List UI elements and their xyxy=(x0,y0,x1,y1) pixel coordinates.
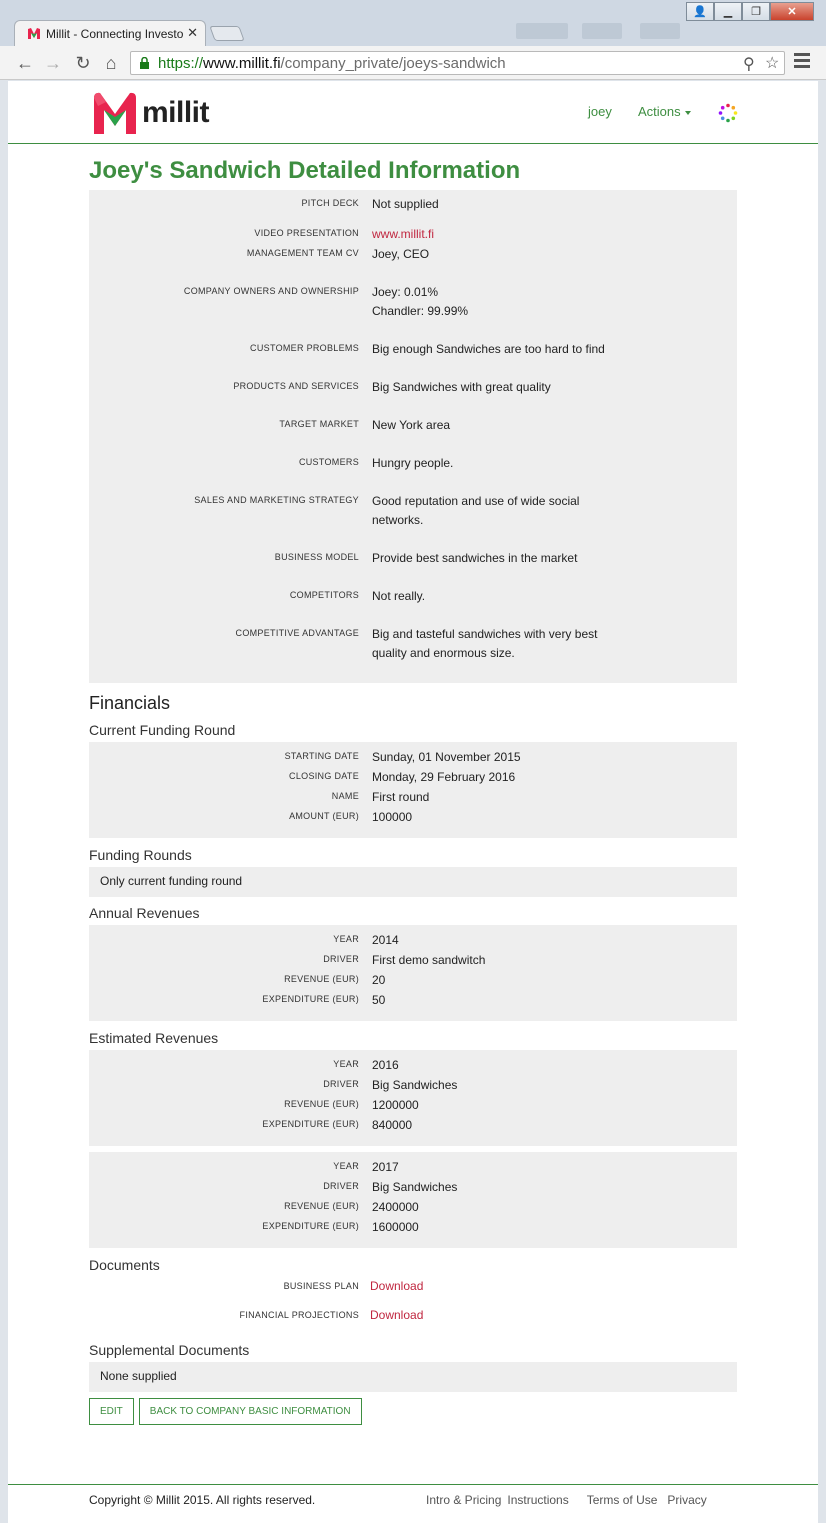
info-row xyxy=(89,454,737,473)
detail-label: REVENUE (EUR) xyxy=(284,974,359,984)
footer-link-terms[interactable]: Terms of Use xyxy=(586,1493,658,1507)
supplemental-documents-heading: Supplemental Documents xyxy=(89,1342,250,1358)
detail-row xyxy=(89,1076,737,1096)
browser-titlebar xyxy=(0,0,826,46)
reload-icon[interactable]: ↻ xyxy=(75,53,91,73)
info-label: COMPETITORS xyxy=(289,590,359,600)
forward-arrow-icon[interactable]: → xyxy=(44,53,62,73)
info-value xyxy=(372,378,622,397)
annual-revenues-panel xyxy=(89,925,737,1021)
info-label: BUSINESS MODEL xyxy=(274,552,359,562)
estimated-revenues-list xyxy=(89,1050,737,1248)
current-funding-round-heading: Current Funding Round xyxy=(89,722,236,738)
detail-value: 2017 xyxy=(372,1160,399,1174)
estimated-revenue-panel xyxy=(89,1152,737,1248)
detail-value: 50 xyxy=(372,993,386,1007)
detail-row xyxy=(89,951,737,971)
documents-list xyxy=(89,1277,737,1335)
site-header xyxy=(8,81,818,144)
detail-label: DRIVER xyxy=(323,1181,359,1191)
footer-link-instructions[interactable]: Instructions xyxy=(507,1493,569,1507)
detail-row xyxy=(89,931,737,951)
document-row xyxy=(89,1306,737,1335)
detail-label: NAME xyxy=(331,791,359,801)
main-content xyxy=(89,144,737,1425)
info-row xyxy=(89,245,737,264)
blurred-background xyxy=(582,23,622,39)
document-label: FINANCIAL PROJECTIONS xyxy=(239,1310,359,1320)
info-value xyxy=(372,340,622,359)
detail-label: EXPENDITURE (EUR) xyxy=(262,1119,359,1129)
detail-label: CLOSING DATE xyxy=(289,771,359,781)
info-row xyxy=(89,587,737,606)
browser-toolbar xyxy=(0,46,826,80)
site-footer xyxy=(8,1484,818,1523)
bookmark-star-icon[interactable]: ☆ xyxy=(765,55,780,72)
estimated-revenues-heading: Estimated Revenues xyxy=(89,1030,219,1046)
maximize-button[interactable]: ❐ xyxy=(742,2,770,21)
company-info-panel xyxy=(89,190,737,683)
detail-value: First demo sandwitch xyxy=(372,953,486,967)
detail-label: STARTING DATE xyxy=(284,751,359,761)
detail-label: EXPENDITURE (EUR) xyxy=(262,994,359,1004)
detail-value: First round xyxy=(372,790,430,804)
actions-label: Actions xyxy=(638,104,681,119)
info-label: SALES AND MARKETING STRATEGY xyxy=(194,495,359,505)
minimize-button[interactable]: ▁ xyxy=(714,2,742,21)
info-value-line: networks. xyxy=(372,513,424,527)
new-tab-button[interactable] xyxy=(209,26,244,41)
detail-row xyxy=(89,1096,737,1116)
action-buttons xyxy=(89,1398,737,1425)
detail-label: EXPENDITURE (EUR) xyxy=(262,1221,359,1231)
info-value xyxy=(372,549,622,568)
funding-rounds-heading: Funding Rounds xyxy=(89,847,192,863)
info-value xyxy=(372,195,622,214)
detail-label: REVENUE (EUR) xyxy=(284,1201,359,1211)
url-scheme: https:// xyxy=(158,55,204,72)
info-value-line: Chandler: 99.99% xyxy=(372,304,469,318)
detail-row xyxy=(89,788,737,808)
detail-label: YEAR xyxy=(333,1059,359,1069)
back-arrow-icon[interactable]: ← xyxy=(16,53,34,73)
info-label: VIDEO PRESENTATION xyxy=(254,228,359,238)
supplemental-documents-panel: None supplied xyxy=(89,1362,737,1392)
info-value xyxy=(372,492,622,530)
detail-row xyxy=(89,1056,737,1076)
detail-value: Monday, 29 February 2016 xyxy=(372,770,516,784)
detail-row xyxy=(89,748,737,768)
info-value-line: Not supplied xyxy=(372,197,439,211)
detail-value: 1600000 xyxy=(372,1220,419,1234)
info-value-line: Big Sandwiches with great quality xyxy=(372,380,551,394)
detail-row xyxy=(89,1178,737,1198)
detail-value: 20 xyxy=(372,973,386,987)
search-icon[interactable]: ⚲ xyxy=(743,56,755,73)
detail-value: 840000 xyxy=(372,1118,413,1132)
detail-row xyxy=(89,1116,737,1136)
video-presentation-link[interactable] xyxy=(372,225,622,244)
detail-label: YEAR xyxy=(333,934,359,944)
back-to-basic-info-button[interactable]: BACK TO COMPANY BASIC INFORMATION xyxy=(139,1398,362,1425)
info-row xyxy=(89,283,737,321)
copyright-text: Copyright © Millit 2015. All rights reserved. xyxy=(89,1493,316,1507)
info-value xyxy=(372,283,622,321)
url-text xyxy=(158,55,506,72)
detail-label: DRIVER xyxy=(323,954,359,964)
detail-row xyxy=(89,1198,737,1218)
info-value-line: Joey: 0.01% xyxy=(372,285,439,299)
nav-user-link[interactable]: joey xyxy=(588,104,612,119)
detail-label: REVENUE (EUR) xyxy=(284,1099,359,1109)
info-value-line: www.millit.fi xyxy=(372,227,434,241)
estimated-revenue-panel xyxy=(89,1050,737,1146)
info-value-line: Hungry people. xyxy=(372,456,454,470)
info-label: PRODUCTS AND SERVICES xyxy=(233,381,359,391)
info-value-line: New York area xyxy=(372,418,451,432)
browser-menu-icon[interactable] xyxy=(794,53,810,71)
web-page xyxy=(8,81,818,1523)
info-label: CUSTOMERS xyxy=(298,457,359,467)
info-row xyxy=(89,625,737,663)
url-host: www.millit.fi xyxy=(203,55,281,72)
info-label: MANAGEMENT TEAM CV xyxy=(246,248,359,258)
info-label: COMPANY OWNERS AND OWNERSHIP xyxy=(183,286,359,296)
detail-row xyxy=(89,971,737,991)
lock-icon xyxy=(139,57,150,69)
detail-row xyxy=(89,1158,737,1178)
detail-value: 2014 xyxy=(372,933,399,947)
detail-value: 2016 xyxy=(372,1058,399,1072)
info-value xyxy=(372,245,622,264)
footer-link-intro-pricing[interactable]: Intro & Pricing xyxy=(426,1493,502,1507)
address-bar[interactable] xyxy=(130,51,785,75)
document-row xyxy=(89,1277,737,1306)
documents-heading: Documents xyxy=(89,1257,160,1273)
info-row xyxy=(89,549,737,568)
window-controls xyxy=(686,2,814,22)
document-label: BUSINESS PLAN xyxy=(283,1281,359,1291)
info-row xyxy=(89,492,737,530)
caret-down-icon xyxy=(685,111,691,115)
tab-title: Millit - Connecting Investo xyxy=(46,27,184,41)
edit-button[interactable]: EDIT xyxy=(89,1398,134,1425)
info-value xyxy=(372,416,622,435)
detail-value: Sunday, 01 November 2015 xyxy=(372,750,521,764)
user-icon[interactable]: 👤 xyxy=(686,2,714,21)
info-row xyxy=(89,340,737,359)
close-tab-icon[interactable]: ✕ xyxy=(187,25,198,40)
info-row xyxy=(89,195,737,214)
url-path: /company_private/joeys-sandwich xyxy=(280,55,506,72)
info-value-line: Big and tasteful sandwiches with very best xyxy=(372,627,598,641)
download-link[interactable]: Download xyxy=(370,1308,424,1322)
info-value xyxy=(372,587,622,606)
current-funding-round-panel xyxy=(89,742,737,838)
detail-value: 2400000 xyxy=(372,1200,419,1214)
blurred-background xyxy=(516,23,568,39)
info-label: PITCH DECK xyxy=(301,198,359,208)
detail-value: Big Sandwiches xyxy=(372,1180,458,1194)
info-value-line: Big enough Sandwiches are too hard to find xyxy=(372,342,605,356)
actions-dropdown[interactable] xyxy=(638,104,691,119)
detail-row xyxy=(89,1218,737,1238)
detail-row xyxy=(89,768,737,788)
home-icon[interactable]: ⌂ xyxy=(105,53,117,73)
detail-value: 100000 xyxy=(372,810,413,824)
footer-link-privacy[interactable]: Privacy xyxy=(667,1493,707,1507)
info-label: TARGET MARKET xyxy=(279,419,359,429)
browser-tab[interactable] xyxy=(14,20,206,46)
annual-revenues-heading: Annual Revenues xyxy=(89,905,200,921)
detail-label: YEAR xyxy=(333,1161,359,1171)
info-label: CUSTOMER PROBLEMS xyxy=(250,343,359,353)
detail-value: Big Sandwiches xyxy=(372,1078,458,1092)
detail-value: 1200000 xyxy=(372,1098,419,1112)
info-value-line: Provide best sandwiches in the market xyxy=(372,551,578,565)
info-row xyxy=(89,225,737,244)
info-value-line: Not really. xyxy=(372,589,426,603)
info-row xyxy=(89,378,737,397)
info-value xyxy=(372,625,622,663)
footer-links xyxy=(426,1493,713,1507)
info-row xyxy=(89,416,737,435)
loading-spinner-icon xyxy=(718,103,738,123)
close-window-button[interactable]: ✕ xyxy=(770,2,814,21)
funding-rounds-panel: Only current funding round xyxy=(89,867,737,897)
site-logo[interactable] xyxy=(92,89,209,137)
blurred-background xyxy=(640,23,680,39)
detail-label: DRIVER xyxy=(323,1079,359,1089)
detail-row xyxy=(89,808,737,828)
download-link[interactable]: Download xyxy=(370,1279,424,1293)
financials-heading: Financials xyxy=(89,693,171,713)
info-value-line: Good reputation and use of wide social xyxy=(372,494,580,508)
page-title: Joey's Sandwich Detailed Information xyxy=(89,157,521,184)
detail-label: AMOUNT (EUR) xyxy=(289,811,359,821)
millit-logo-icon xyxy=(92,90,138,136)
logo-text: millit xyxy=(142,96,210,129)
detail-row xyxy=(89,991,737,1011)
info-value-line: Joey, CEO xyxy=(372,247,430,261)
info-value-line: quality and enormous size. xyxy=(372,646,515,660)
millit-favicon-icon xyxy=(27,27,41,40)
info-label: COMPETITIVE ADVANTAGE xyxy=(235,628,359,638)
info-value xyxy=(372,454,622,473)
